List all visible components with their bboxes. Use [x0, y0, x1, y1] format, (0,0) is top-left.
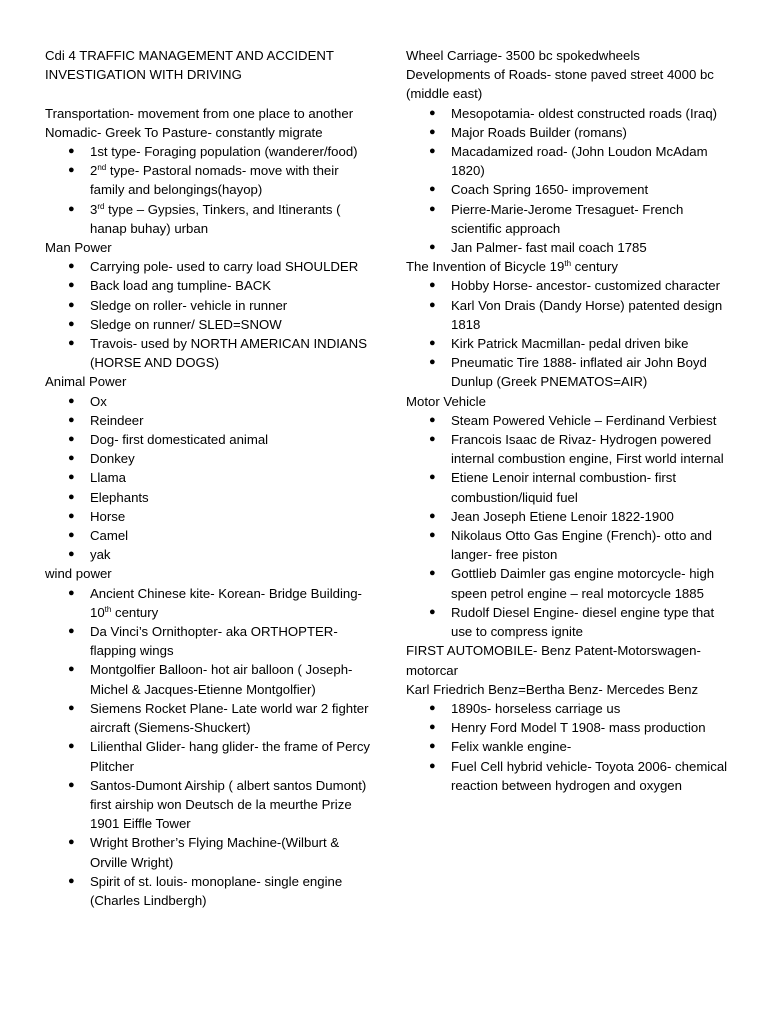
- list-item: ● Llama: [45, 468, 375, 487]
- bullet-icon: ●: [68, 548, 75, 561]
- man-power-heading: Man Power: [45, 240, 112, 256]
- bullet-icon: ●: [68, 740, 75, 753]
- first-automobile-heading: FIRST AUTOMOBILE- Benz Patent-Motorswagen- motorcar: [406, 643, 701, 678]
- list-item: ● Spirit of st. louis- monoplane- single engine (Charles Lindbergh): [68, 873, 343, 908]
- bullet-icon: ●: [429, 183, 436, 196]
- list-item: ● Karl Von Drais (Dandy Horse) patented design 1818: [429, 297, 723, 332]
- bullet-icon: ●: [68, 279, 75, 292]
- bullet-icon: ●: [429, 145, 436, 158]
- list-item: ● Siemens Rocket Plane- Late world war 2 fighter aircraft (Siemens-Shuckert): [68, 700, 369, 736]
- bullet-icon: ●: [68, 145, 75, 157]
- bullet-icon: ●: [68, 452, 75, 465]
- list-item: ● Jan Palmer- fast mail coach 1785: [406, 238, 728, 257]
- list-item: ● Montgolfier Balloon- hot air balloon ( Joseph-Michel & Jacques-Etienne Montgolfier): [68, 662, 353, 697]
- bullet-icon: ●: [68, 471, 75, 484]
- list-item: ● Donkey: [45, 449, 375, 468]
- list-item: ● Horse: [45, 507, 375, 526]
- list-item: ● Coach Spring 1650- improvement: [406, 180, 728, 199]
- bullet-icon: ●: [68, 164, 75, 177]
- bullet-icon: ●: [68, 337, 75, 350]
- bullet-icon: ●: [68, 298, 75, 311]
- document-title-line-1: Cdi 4 TRAFFIC MANAGEMENT AND ACCIDENT: [45, 48, 334, 63]
- wind-power-list: [45, 584, 375, 910]
- bullet-icon: ●: [429, 356, 436, 369]
- wheel-carriage-heading: Wheel Carriage- 3500 bc spokedwheels: [406, 48, 640, 63]
- bullet-icon: ●: [429, 106, 436, 119]
- bullet-icon: ●: [429, 125, 436, 138]
- blank-line: [45, 84, 375, 103]
- bullet-icon: ●: [429, 298, 436, 311]
- list-item: ● Travois- used by NORTH AMERICAN INDIANS (HORSE AND DOGS): [68, 336, 367, 371]
- bullet-icon: ●: [429, 721, 436, 734]
- list-item: ● Dog- first domesticated animal: [45, 430, 375, 449]
- roads-list: [406, 104, 728, 258]
- list-item: ● Mesopotamia- oldest constructed roads (Iraq): [406, 104, 728, 123]
- motor-vehicle-heading: Motor Vehicle: [406, 393, 486, 409]
- benz-list: [406, 699, 728, 795]
- list-item: ● Major Roads Builder (romans): [406, 123, 728, 142]
- bullet-icon: ●: [68, 202, 75, 215]
- bullet-icon: ●: [429, 471, 436, 484]
- nomadic-list: [45, 142, 375, 238]
- right-column: [406, 46, 728, 795]
- list-item: ● Henry Ford Model T 1908- mass production: [406, 718, 728, 737]
- bullet-icon: ●: [68, 874, 75, 887]
- bullet-icon: ●: [68, 413, 75, 426]
- list-item: ● Santos-Dumont Airship ( albert santos Dumont) first airship won Deutsch de la meurthe Prize 1901 Eiffle Tower: [68, 777, 367, 832]
- benz-heading: Karl Friedrich Benz=Bertha Benz- Mercedes Benz: [406, 681, 699, 697]
- bullet-icon: ●: [68, 490, 75, 503]
- bullet-icon: ●: [68, 317, 75, 330]
- bullet-icon: ●: [429, 433, 436, 446]
- list-item: ● 1st type- Foraging population (wanderer/food): [45, 142, 375, 161]
- bullet-icon: ●: [429, 605, 436, 618]
- list-item: ● Ox: [45, 392, 375, 411]
- list-item: ● Wright Brother’s Flying Machine-(Wilburt & Orville Wright): [68, 835, 340, 870]
- bullet-icon: ●: [429, 337, 436, 350]
- list-item: ● Back load ang tumpline- BACK: [45, 276, 375, 295]
- bullet-icon: ●: [68, 586, 75, 599]
- list-item: ● Pneumatic Tire 1888- inflated air John Boyd Dunlup (Greek PNEMATOS=AIR): [429, 355, 707, 390]
- bullet-icon: ●: [68, 778, 75, 791]
- list-item: ● Jean Joseph Etiene Lenoir 1822-1900: [406, 507, 728, 526]
- list-item: ● Kirk Patrick Macmillan- pedal driven bike: [406, 334, 728, 353]
- list-item: ● Gottlieb Daimler gas engine motorcycle- high speen petrol engine – real motorcycle 1885: [429, 566, 715, 601]
- list-item: ● Sledge on runner/ SLED=SNOW: [45, 315, 375, 334]
- bullet-icon: ●: [429, 202, 436, 215]
- list-item: ● Da Vinci’s Ornithopter- aka ORTHOPTER- flapping wings: [68, 624, 338, 659]
- list-item: ● yak: [45, 545, 375, 564]
- list-item: ● Camel: [45, 526, 375, 545]
- list-item: ● Steam Powered Vehicle – Ferdinand Verbiest: [406, 411, 728, 430]
- bullet-icon: ●: [429, 740, 436, 753]
- bullet-icon: ●: [68, 260, 75, 273]
- bullet-icon: ●: [68, 701, 75, 714]
- nomadic-heading: Nomadic- Greek To Pasture- constantly migrate: [45, 124, 323, 140]
- list-item: ● 1890s- horseless carriage us: [406, 699, 728, 718]
- document-title-line-2: INVESTIGATION WITH DRIVING: [45, 67, 242, 83]
- motor-vehicle-list: [406, 411, 728, 641]
- bullet-icon: ●: [429, 529, 436, 542]
- bullet-icon: ●: [429, 701, 436, 714]
- list-item: ● Pierre-Marie-Jerome Tresaguet- French scientific approach: [429, 201, 684, 236]
- bicycle-heading: The Invention of Bicycle 19th century: [406, 259, 618, 275]
- list-item: ● Etiene Lenoir internal combustion- first combustion/liquid fuel: [429, 470, 677, 505]
- list-item: ● Carrying pole- used to carry load SHOULDER: [45, 257, 375, 276]
- roads-heading: Developments of Roads- stone paved street 4000 bc (middle east): [406, 67, 714, 102]
- bullet-icon: ●: [429, 279, 436, 292]
- list-item: ● Rudolf Diesel Engine- diesel engine type that use to compress ignite: [429, 604, 715, 640]
- list-item: ● Ancient Chinese kite- Korean- Bridge Building- 10th century: [68, 585, 362, 620]
- bullet-icon: ●: [68, 836, 75, 849]
- bullet-icon: ●: [429, 509, 436, 522]
- man-power-list: [45, 257, 375, 372]
- list-item: ● 2nd type- Pastoral nomads- move with their family and belongings(hayop): [68, 163, 339, 198]
- transportation-definition: Transportation- movement from one place to another: [45, 105, 354, 121]
- bullet-icon: ●: [429, 759, 436, 772]
- list-item: ● Macadamized road- (John Loudon McAdam 1820): [429, 144, 708, 179]
- list-item: ● Felix wankle engine-: [406, 737, 728, 756]
- list-item: ● Hobby Horse- ancestor- customized character: [406, 276, 728, 295]
- bullet-icon: ●: [68, 529, 75, 542]
- animal-power-heading: Animal Power: [45, 374, 127, 390]
- bullet-icon: ●: [429, 241, 436, 254]
- list-item: ● Reindeer: [45, 411, 375, 430]
- bicycle-list: [406, 276, 728, 391]
- bullet-icon: ●: [68, 433, 75, 446]
- list-item: ● Francois Isaac de Rivaz- Hydrogen powered internal combustion engine, First world internal: [429, 432, 724, 467]
- list-item: ● Fuel Cell hybrid vehicle- Toyota 2006- chemical reaction between hydrogen and oxygen: [429, 758, 728, 793]
- bullet-icon: ●: [429, 567, 436, 580]
- bullet-icon: ●: [68, 625, 75, 638]
- left-column: [45, 46, 375, 910]
- bullet-icon: ●: [68, 663, 75, 676]
- list-item: ● 3rd type – Gypsies, Tinkers, and Itinerants ( hanap buhay) urban: [68, 201, 341, 236]
- wind-power-heading: wind power: [45, 566, 112, 582]
- bullet-icon: ●: [429, 413, 436, 426]
- animal-power-list: [45, 392, 375, 565]
- bullet-icon: ●: [68, 394, 75, 407]
- list-item: ● Lilienthal Glider- hang glider- the frame of Percy Plitcher: [68, 739, 371, 774]
- list-item: ● Elephants: [45, 488, 375, 507]
- list-item: ● Sledge on roller- vehicle in runner: [45, 296, 375, 315]
- bullet-icon: ●: [68, 509, 75, 522]
- list-item: ● Nikolaus Otto Gas Engine (French)- otto and langer- free piston: [429, 528, 712, 563]
